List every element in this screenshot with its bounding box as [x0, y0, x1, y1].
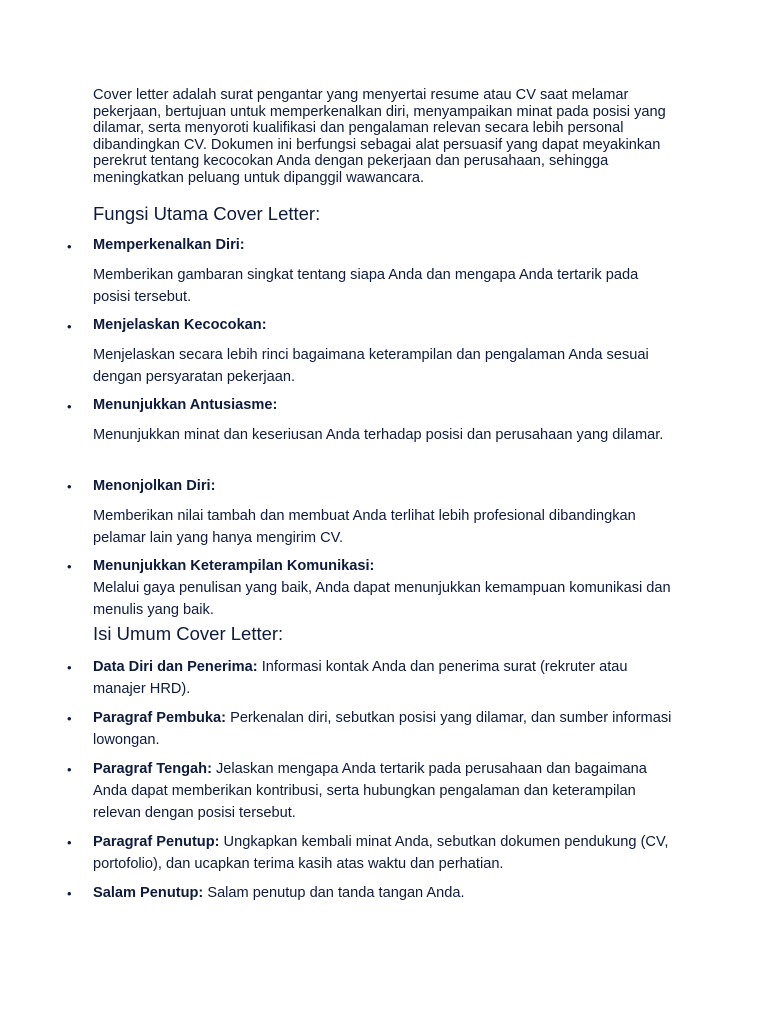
- bullet-icon: •: [67, 762, 72, 777]
- bullet-icon: •: [67, 835, 72, 850]
- isi-item-title: Paragraf Pembuka:: [93, 710, 227, 726]
- bullet-icon: •: [67, 711, 72, 726]
- fungsi-item-desc: Menunjukkan minat dan keseriusan Anda terhadap posisi dan perusahaan yang dilamar.: [93, 427, 664, 443]
- section-heading-fungsi: Fungsi Utama Cover Letter:: [93, 203, 321, 224]
- intro-paragraph: Cover letter adalah surat pengantar yang menyertai resume atau CV saat melamar pekerjaan, bertujuan untuk memperkenalkan diri, menyampaikan minat pada posisi yang dilamar, serta menyoroti kualifikasi dan pengalaman relevan secara lebih personal dibandingkan CV. Dokumen ini berfungsi sebagai alat persuasif yang dapat meyakinkan perekrut tentang kecocokan Anda dengan pekerjaan dan perusahaan, sehingga meningkatkan peluang untuk dipanggil wawancara.: [93, 87, 666, 186]
- isi-list-item: [93, 758, 678, 824]
- bullet-icon: •: [67, 399, 72, 414]
- bullet-icon: •: [67, 239, 72, 254]
- bullet-icon: •: [67, 319, 72, 334]
- isi-item-title: Paragraf Tengah:: [93, 761, 212, 777]
- fungsi-item-title: Menjelaskan Kecocokan:: [93, 317, 267, 333]
- bullet-icon: •: [67, 559, 72, 574]
- isi-item-desc: Jelaskan mengapa Anda tertarik pada perusahaan dan bagaimana Anda dapat memberikan kontribusi, serta hubungkan pengalaman dan keterampilan relevan dengan posisi tersebut.: [93, 761, 647, 821]
- fungsi-item-desc: Menjelaskan secara lebih rinci bagaimana keterampilan dan pengalaman Anda sesuai dengan persyaratan pekerjaan.: [93, 347, 649, 385]
- isi-item-title: Data Diri dan Penerima:: [93, 659, 258, 675]
- fungsi-item-desc: Memberikan nilai tambah dan membuat Anda terlihat lebih profesional dibandingkan pelamar lain yang hanya mengirim CV.: [93, 508, 636, 546]
- fungsi-item-title: Menunjukkan Antusiasme:: [93, 397, 278, 413]
- bullet-icon: •: [67, 660, 72, 675]
- isi-item-desc: Salam penutup dan tanda tangan Anda.: [203, 885, 465, 901]
- isi-list-item: [93, 656, 678, 700]
- isi-list-item: [93, 882, 678, 904]
- isi-item-title: Paragraf Penutup:: [93, 834, 220, 850]
- fungsi-item-title: Menunjukkan Keterampilan Komunikasi:: [93, 558, 375, 574]
- section-heading-isi: Isi Umum Cover Letter:: [93, 623, 284, 644]
- isi-item-title: Salam Penutup:: [93, 885, 204, 901]
- bullet-icon: •: [67, 479, 72, 494]
- isi-item-desc: Perkenalan diri, sebutkan posisi yang dilamar, dan sumber informasi lowongan.: [93, 710, 672, 748]
- isi-item-desc: Ungkapkan kembali minat Anda, sebutkan dokumen pendukung (CV, portofolio), dan ucapkan terima kasih atas waktu dan perhatian.: [93, 834, 669, 872]
- fungsi-item-desc: Memberikan gambaran singkat tentang siapa Anda dan mengapa Anda tertarik pada posisi tersebut.: [93, 267, 639, 305]
- isi-item-desc: Informasi kontak Anda dan penerima surat (rekruter atau manajer HRD).: [93, 659, 628, 697]
- fungsi-item-title: Memperkenalkan Diri:: [93, 237, 245, 253]
- fungsi-item-desc: Melalui gaya penulisan yang baik, Anda dapat menunjukkan kemampuan komunikasi dan menulis yang baik.: [93, 580, 671, 618]
- isi-list-item: [93, 707, 678, 751]
- bullet-icon: •: [67, 886, 72, 901]
- isi-list-item: [93, 831, 678, 875]
- fungsi-item-title: Menonjolkan Diri:: [93, 478, 216, 494]
